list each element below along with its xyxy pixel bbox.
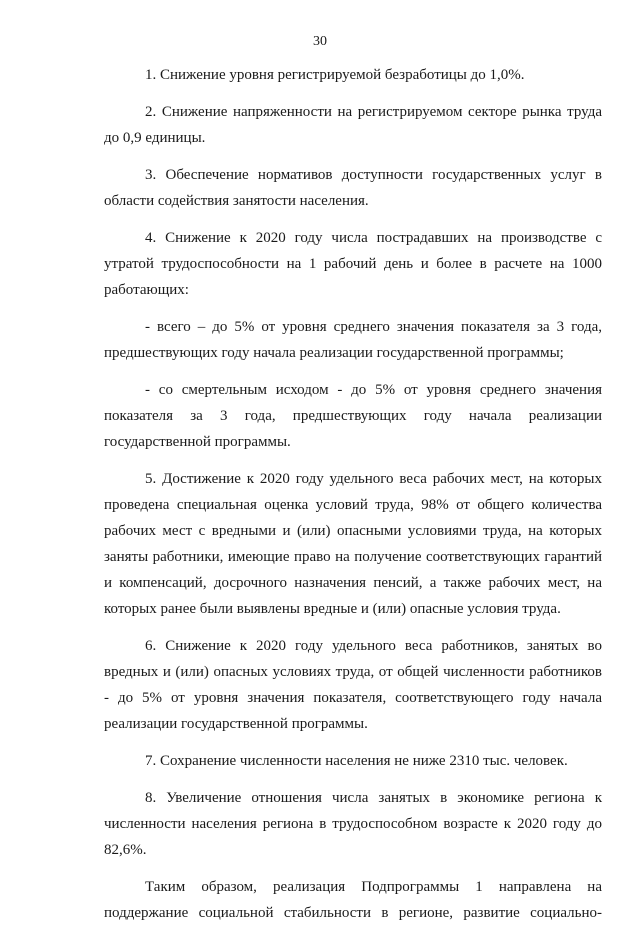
paragraph-item-5: 5. Достижение к 2020 году удельного веса рабочих мест, на которых проведена специальная оценка условий труда, 98% от общего количества рабочих мест с вредными и (или) опасными условиями труда, на которых заняты работники, имеющие право на получение соответствующих гарантий и компенсаций, досрочного назначения пенсий, а также рабочих мест, на которых ранее были выявлены вредные и (или) опасные условия труда. [104,471,602,617]
paragraph-subitem-fatal: - со смертельным исходом - до 5% от уровня среднего значения показателя за 3 года, предшествующих году начала реализации государственной программы. [104,382,602,450]
paragraph-item-7: 7. Сохранение численности населения не ниже 2310 тыс. человек. [145,753,568,769]
paragraph-item-4: 4. Снижение к 2020 году числа пострадавших на производстве с утратой трудоспособности на 1 рабочий день и более в расчете на 1000 работающих: [104,230,602,298]
paragraph-conclusion: Таким образом, реализация Подпрограммы 1 направлена на поддержание социальной стабильности в регионе, развитие социально- [104,879,602,921]
page-number: 30 [313,34,327,49]
paragraph-item-2: 2. Снижение напряженности на регистрируемом секторе рынка труда до 0,9 единицы. [104,104,602,146]
paragraph-subitem-total: - всего – до 5% от уровня среднего значения показателя за 3 года, предшествующих году начала реализации государственной программы; [104,319,602,361]
paragraph-item-1: 1. Снижение уровня регистрируемой безработицы до 1,0%. [145,67,525,83]
document-body [104,62,602,937]
paragraph-item-6: 6. Снижение к 2020 году удельного веса работников, занятых во вредных и (или) опасных условиях труда, от общей численности работников - до 5% от уровня значения показателя, соответствующего году начала реализации государственной программы. [104,638,602,732]
paragraph-item-3: 3. Обеспечение нормативов доступности государственных услуг в области содействия занятости населения. [104,167,602,209]
paragraph-item-8: 8. Увеличение отношения числа занятых в экономике региона к численности населения региона в трудоспособном возрасте к 2020 году до 82,6%. [104,790,602,858]
